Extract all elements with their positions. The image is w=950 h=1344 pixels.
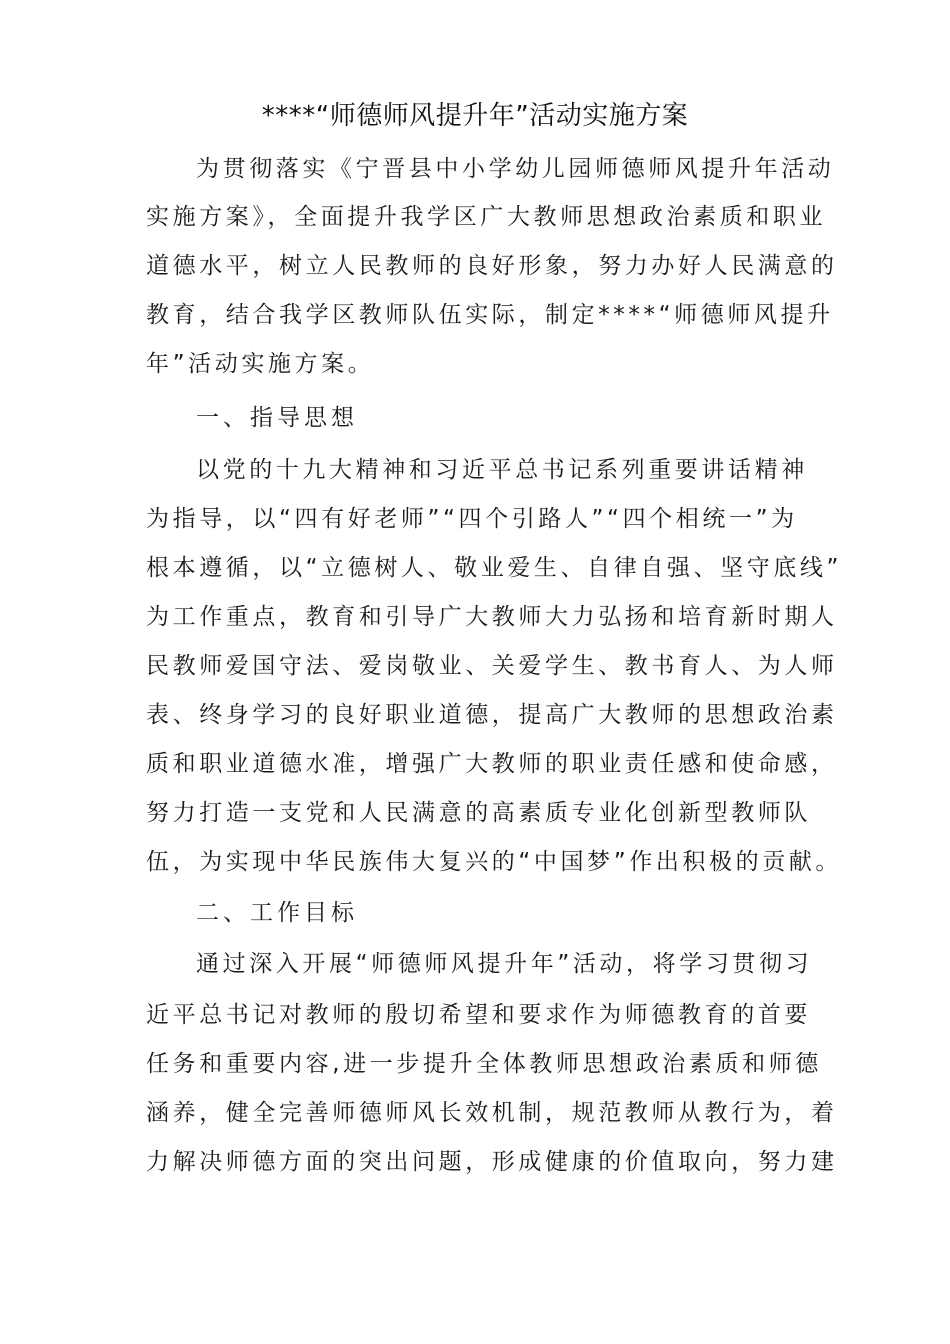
intro-line: 教育，结合我学区教师队伍实际，制定****“师德师风提升	[146, 302, 834, 328]
section1-line: 努力打造一支党和人民满意的高素质专业化创新型教师队	[146, 800, 811, 826]
intro-line: 年”活动实施方案。	[146, 351, 375, 377]
intro-line: 为贯彻落实《宁晋县中小学幼儿园师德师风提升年活动	[196, 156, 835, 182]
document-title: ****“师德师风提升年”活动实施方案	[261, 101, 689, 131]
section1-line: 伍，为实现中华民族伟大复兴的“中国梦”作出积极的贡献。	[146, 849, 843, 875]
section2-line: 近平总书记对教师的殷切希望和要求作为师德教育的首要	[146, 1002, 811, 1028]
section-heading-guiding-ideology: 一、指导思想	[196, 405, 358, 431]
section-heading-work-goals: 二、工作目标	[196, 900, 358, 926]
section1-line: 表、终身学习的良好职业道德，提高广大教师的思想政治素	[146, 702, 838, 728]
section1-line: 民教师爱国守法、爱岗敬业、关爱学生、教书育人、为人师	[146, 653, 838, 679]
section1-line: 根本遵循，以“立德树人、敬业爱生、自律自强、坚守底线”	[146, 555, 843, 581]
section1-line: 为工作重点，教育和引导广大教师大力弘扬和培育新时期人	[146, 604, 838, 630]
section1-line: 质和职业道德水准，增强广大教师的职业责任感和使命感，	[146, 751, 838, 777]
intro-line: 实施方案》，全面提升我学区广大教师思想政治素质和职业	[146, 204, 827, 230]
section2-line: 通过深入开展“师德师风提升年”活动，将学习贯彻习	[196, 951, 813, 977]
section2-line: 力解决师德方面的突出问题，形成健康的价值取向，努力建	[146, 1149, 838, 1175]
section2-line: 涵养，健全完善师德师风长效机制，规范教师从教行为，着	[146, 1100, 838, 1126]
section1-line: 以党的十九大精神和习近平总书记系列重要讲话精神	[196, 457, 808, 483]
section2-line: 任务和重要内容,进一步提升全体教师思想政治素质和师德	[146, 1051, 822, 1077]
intro-line: 道德水平，树立人民教师的良好形象，努力办好人民满意的	[146, 253, 838, 279]
section1-line: 为指导，以“四有好老师”“四个引路人”“四个相统一”为	[146, 506, 798, 532]
